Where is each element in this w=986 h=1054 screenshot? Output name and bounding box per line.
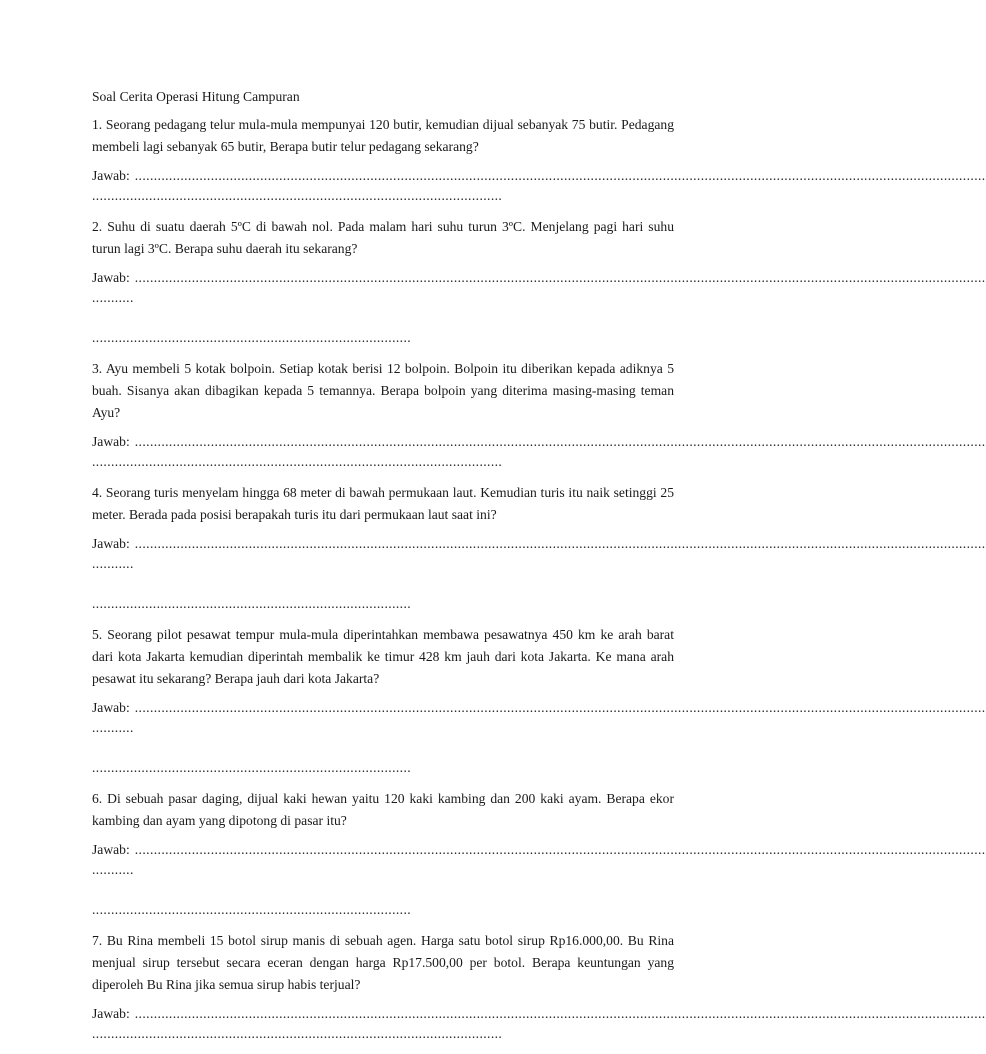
question-spacer: [92, 206, 674, 216]
answer-continuation-line: [92, 738, 674, 758]
question-text: 6. Di sebuah pasar daging, dijual kaki hewan yaitu 120 kaki kambing dan 200 kaki ayam. Berapa ekor kambing dan ayam yang dipotong di pasar itu?: [92, 791, 674, 828]
answer-continuation-line: [92, 308, 674, 328]
answer-dots: ................................................................................................................................................................................................................................: [134, 1006, 986, 1021]
answer-line: [92, 698, 986, 718]
answer-continuation-line: ....................................................................................: [92, 596, 412, 611]
answer-continuation-line: ...........: [92, 556, 134, 571]
answer-line: [92, 534, 986, 554]
question-text: 4. Seorang turis menyelam hingga 68 meter di bawah permukaan laut. Kemudian turis itu naik setinggi 25 meter. Berada pada posisi berapakah turis itu dari permukaan laut saat ini?: [92, 485, 674, 522]
answer-dots: ................................................................................................................................................................................................................................: [134, 270, 986, 285]
answer-continuation-line: ...........: [92, 862, 134, 877]
answer-label: Jawab:: [92, 700, 130, 715]
answer-line: [92, 268, 986, 288]
answer-label: Jawab:: [92, 270, 130, 285]
question-text: 2. Suhu di suatu daerah 5ºC di bawah nol. Pada malam hari suhu turun 3ºC. Menjelang pagi hari suhu turun lagi 3ºC. Berapa suhu daerah itu sekarang?: [92, 219, 674, 256]
answer-dots: ................................................................................................................................................................................................................................: [134, 168, 986, 183]
answer-line: [92, 840, 986, 860]
answer-area: [92, 840, 986, 920]
answer-continuation-line: ....................................................................................: [92, 760, 412, 775]
document-content: [92, 87, 986, 1054]
answer-continuation-line: ............................................................................................................: [92, 188, 503, 203]
answer-dots: ................................................................................................................................................................................................................................: [134, 700, 986, 715]
answer-continuation-line: ............................................................................................................: [92, 454, 503, 469]
question-spacer: [92, 348, 674, 358]
answer-area: [92, 1004, 986, 1044]
answer-continuation-line: [92, 880, 674, 900]
question-item: [92, 358, 986, 482]
question-spacer: [92, 1044, 674, 1054]
question-spacer: [92, 778, 674, 788]
question-spacer: [92, 920, 674, 930]
answer-line: [92, 166, 986, 186]
answer-dots: ................................................................................................................................................................................................................................: [134, 536, 986, 551]
question-spacer: [92, 614, 674, 624]
answer-area: [92, 432, 986, 472]
answer-dots: ................................................................................................................................................................................................................................: [134, 842, 986, 857]
answer-line: [92, 1004, 986, 1024]
answer-area: [92, 268, 986, 348]
answer-area: [92, 166, 986, 206]
question-item: [92, 482, 986, 624]
question-list: [92, 114, 986, 1054]
answer-continuation-line: ............................................................................................................: [92, 1026, 503, 1041]
answer-label: Jawab:: [92, 1006, 130, 1021]
document-title: Soal Cerita Operasi Hitung Campuran: [92, 89, 300, 104]
answer-line: [92, 432, 986, 452]
question-item: [92, 930, 986, 1054]
answer-continuation-line: ...........: [92, 720, 134, 735]
answer-area: [92, 698, 986, 778]
answer-continuation-line: ....................................................................................: [92, 902, 412, 917]
question-item: [92, 788, 986, 930]
question-item: [92, 216, 986, 358]
question-spacer: [92, 472, 674, 482]
question-text: 5. Seorang pilot pesawat tempur mula-mula diperintahkan membawa pesawatnya 450 km ke arah barat dari kota Jakarta kemudian diperintah membalik ke timur 428 km jauh dari kota Jakarta. Ke mana arah pesawat itu sekarang? Berapa jauh dari kota Jakarta?: [92, 627, 674, 686]
question-item: [92, 624, 986, 788]
answer-label: Jawab:: [92, 536, 130, 551]
question-text: 1. Seorang pedagang telur mula-mula mempunyai 120 butir, kemudian dijual sebanyak 75 butir. Pedagang membeli lagi sebanyak 65 butir, Berapa butir telur pedagang sekarang?: [92, 117, 674, 154]
question-text: 7. Bu Rina membeli 15 botol sirup manis di sebuah agen. Harga satu botol sirup Rp16.000,00. Bu Rina menjual sirup tersebut secara eceran dengan harga Rp17.500,00 per botol. Berapa keuntungan yang diperoleh Bu Rina jika semua sirup habis terjual?: [92, 933, 674, 992]
answer-label: Jawab:: [92, 842, 130, 857]
answer-continuation-line: ....................................................................................: [92, 330, 412, 345]
answer-dots: ................................................................................................................................................................................................................................: [134, 434, 986, 449]
answer-continuation-line: [92, 574, 674, 594]
answer-label: Jawab:: [92, 168, 130, 183]
answer-label: Jawab:: [92, 434, 130, 449]
question-text: 3. Ayu membeli 5 kotak bolpoin. Setiap kotak berisi 12 bolpoin. Bolpoin itu diberikan kepada adiknya 5 buah. Sisanya akan dibagikan kepada 5 temannya. Berapa bolpoin yang diterima masing-masing teman Ayu?: [92, 361, 674, 420]
answer-continuation-line: ...........: [92, 290, 134, 305]
question-item: [92, 114, 986, 216]
answer-area: [92, 534, 986, 614]
